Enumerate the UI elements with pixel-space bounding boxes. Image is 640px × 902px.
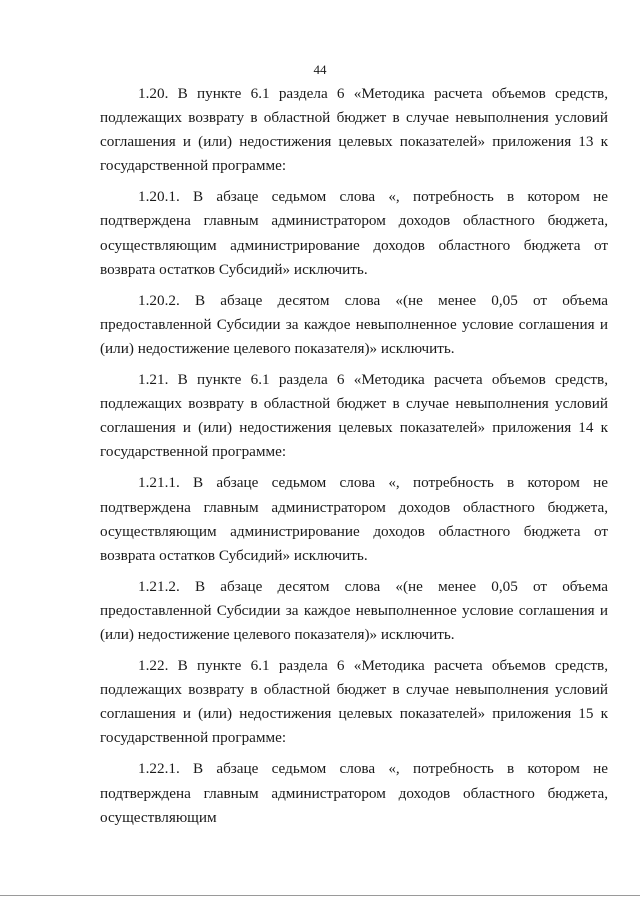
paragraph-1-20: 1.20. В пункте 6.1 раздела 6 «Методика расчета объемов средств, подлежащих возврату в областной бюджет в случае невыполнения условий соглашения и (или) недостижения целевых показателей» приложения 13 к государственной программе: (100, 85, 608, 175)
paragraph-1-20-2: 1.20.2. В абзаце десятом слова «(не менее 0,05 от объема предоставленной Субсидии за каждое невыполненное условие соглашения и (или) недостижение целевого показателя)» исключить. (100, 291, 608, 357)
paragraph-1-21-2: 1.21.2. В абзаце десятом слова «(не менее 0,05 от объема предоставленной Субсидии за каждое невыполненное условие соглашения и (или) недостижение целевого показателя)» исключить. (100, 577, 608, 643)
page-bottom-rule (0, 895, 640, 896)
paragraph-1-22-1: 1.22.1. В абзаце седьмом слова «, потребность в котором не подтверждена главным администратором доходов областного бюджета, осуществляющим (100, 760, 608, 826)
paragraph-1-20-1: 1.20.1. В абзаце седьмом слова «, потребность в котором не подтверждена главным администратором доходов областного бюджета, осуществляющим администрирование доходов областного бюджета от возврата остатков Субсидий» исключить. (100, 188, 608, 278)
paragraph-1-21: 1.21. В пункте 6.1 раздела 6 «Методика расчета объемов средств, подлежащих возврату в областной бюджет в случае невыполнения условий соглашения и (или) недостижения целевых показателей» приложения 14 к государственной программе: (100, 371, 608, 461)
paragraph-1-21-1: 1.21.1. В абзаце седьмом слова «, потребность в котором не подтверждена главным администратором доходов областного бюджета, осуществляющим администрирование доходов областного бюджета от возврата остатков Субсидий» исключить. (100, 474, 608, 564)
page-number: 44 (313, 62, 327, 77)
document-body (100, 82, 608, 837)
paragraph-1-22: 1.22. В пункте 6.1 раздела 6 «Методика расчета объемов средств, подлежащих возврату в областной бюджет в случае невыполнения условий соглашения и (или) недостижения целевых показателей» приложения 15 к государственной программе: (100, 657, 608, 747)
